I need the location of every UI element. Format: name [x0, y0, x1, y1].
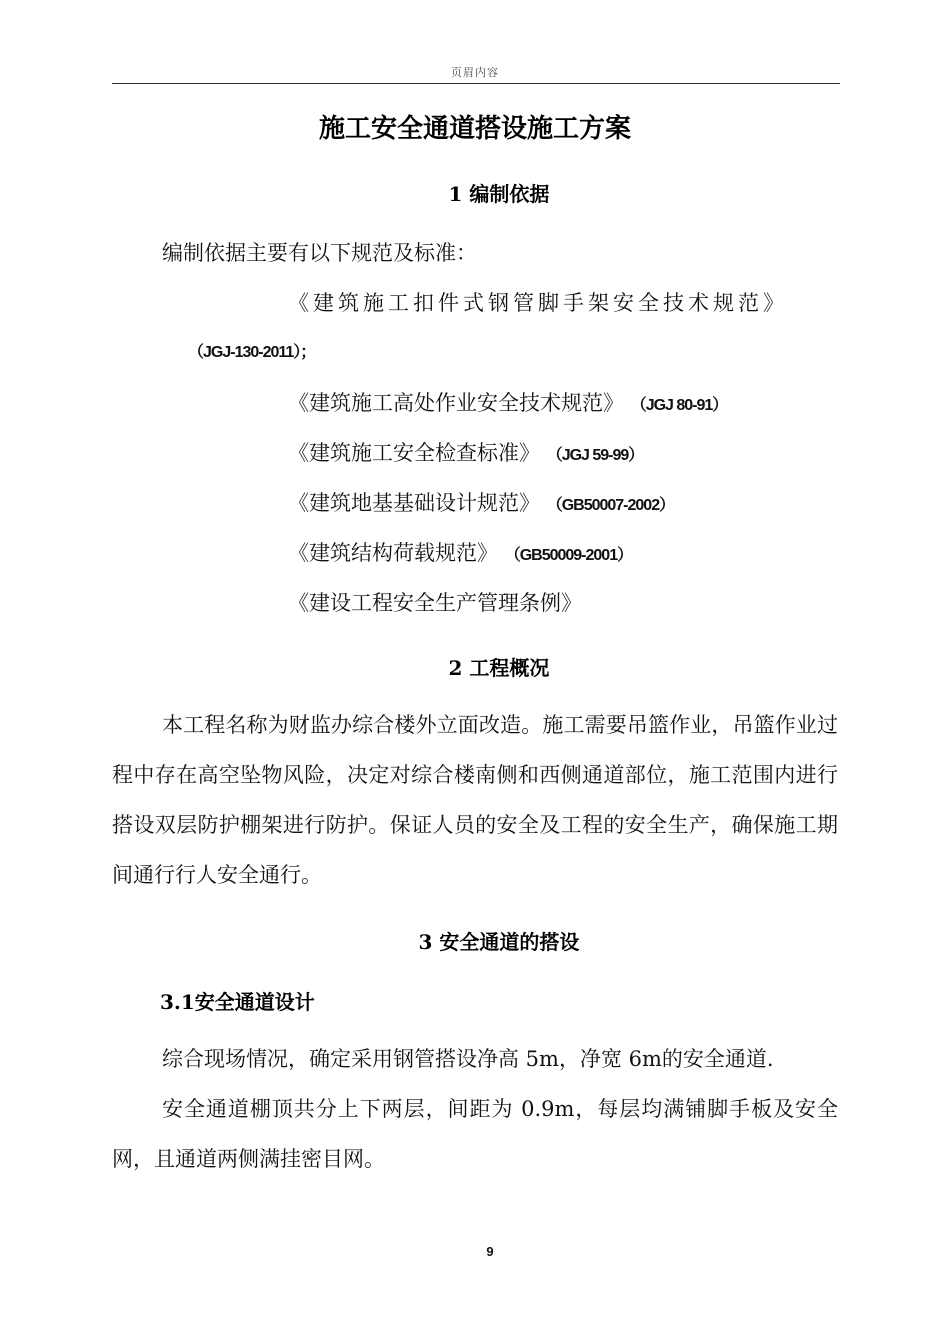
standard-4 [288, 488, 674, 521]
standard-5-name: 《建筑结构荷载规范》 [288, 541, 498, 565]
standard-1-name: 《建筑施工扣件式钢管脚手架安全技术规范》 [288, 291, 788, 315]
document-title: 施工安全通道搭设施工方案 [318, 114, 631, 144]
section-1-heading: 1 编制依据 [448, 182, 550, 206]
section-3-heading: 3 安全通道的搭设 [418, 930, 580, 954]
standard-4-name: 《建筑地基基础设计规范》 [288, 491, 540, 515]
section-3-1-line-1: 综合现场情况，确定采用钢管搭设净高 5m，净宽 6m的安全通道. [162, 1047, 774, 1071]
standard-4-code: （GB50007-2002） [546, 497, 675, 514]
section-3-1-heading: 3.1安全通道设计 [160, 990, 315, 1014]
standard-6-name: 《建设工程安全生产管理条例》 [288, 591, 582, 615]
section-1-intro: 编制依据主要有以下规范及标准： [162, 241, 477, 265]
standard-6 [288, 588, 582, 618]
section-3-1-paragraph: 安全通道棚顶共分上下两层，间距为 0.9m，每层均满铺脚手板及安全网，且通道两侧满挂密目网。 [112, 1097, 838, 1171]
standard-3-name: 《建筑施工安全检查标准》 [288, 441, 540, 465]
section-2-paragraph: 本工程名称为财监办综合楼外立面改造。施工需要吊篮作业，吊篮作业过程中存在高空坠物风险，决定对综合楼南侧和西侧通道部位，施工范围内进行搭设双层防护棚架进行防护。保证人员的安全及工程的安全生产，确保施工期间通行行人安全通行。 [112, 713, 838, 887]
standard-2-name: 《建筑施工高处作业安全技术规范》 [288, 391, 624, 415]
standard-5 [288, 538, 632, 571]
standard-3-code: （JGJ 59-99） [546, 447, 644, 464]
standard-5-code: （GB50009-2001） [504, 547, 633, 564]
standard-2 [288, 388, 727, 421]
standard-2-code: （JGJ 80-91） [630, 397, 728, 414]
standard-3 [288, 438, 643, 471]
standard-1-code: （JGJ-130-2011）； [188, 344, 316, 361]
page-number: 9 [486, 1244, 494, 1259]
section-2-heading: 2 工程概况 [448, 656, 550, 680]
page-header: 页眉内容 [451, 66, 499, 79]
header-divider [112, 83, 840, 84]
